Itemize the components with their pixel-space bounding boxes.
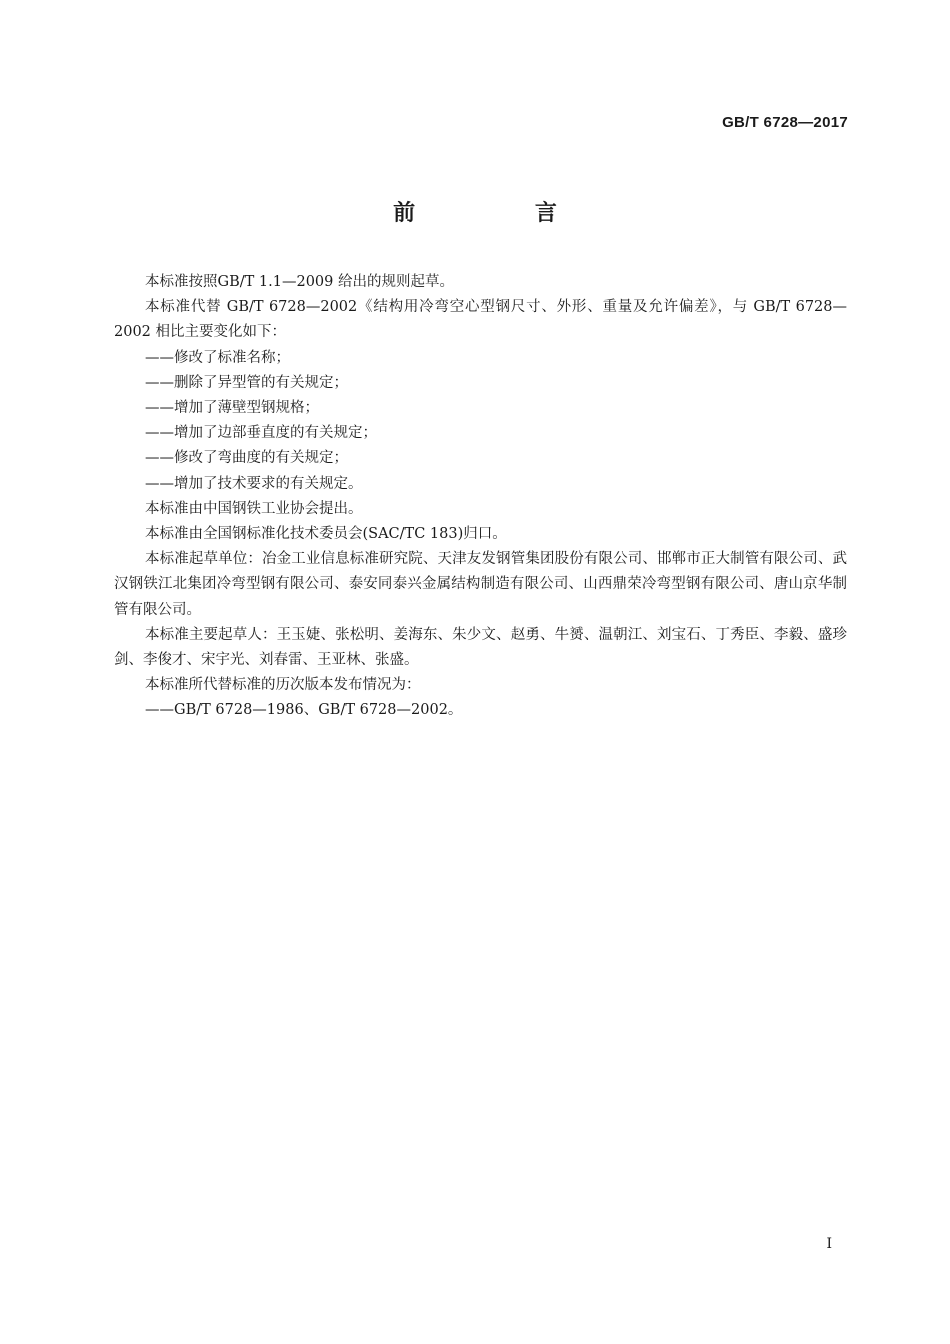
standard-code: GB/T 6728—2017 (722, 114, 848, 131)
list-item: ——增加了边部垂直度的有关规定； (145, 425, 377, 442)
paragraph-proposer: 本标准由中国钢铁工业协会提出。 (145, 500, 363, 517)
paragraph-drafters: 本标准主要起草人：王玉婕、张松明、姜海东、朱少文、赵勇、牛赟、温朝江、刘宝石、丁秀臣、李毅、盛珍剑、李俊才、宋宇光、刘春雷、王亚林、张盛。 (114, 626, 847, 669)
list-item: ——修改了标准名称； (145, 349, 290, 366)
list-item-history: ——GB/T 6728—1986、GB/T 6728—2002。 (145, 702, 463, 719)
paragraph-drafting-units: 本标准起草单位：冶金工业信息标准研究院、天津友发钢管集团股份有限公司、邯郸市正大制管有限公司、武汉钢铁江北集团冷弯型钢有限公司、泰安同泰兴金属结构制造有限公司、山西鼎荣冷弯型钢有限公司、唐山京华制管有限公司。 (114, 551, 847, 618)
list-item: ——增加了技术要求的有关规定。 (145, 475, 363, 492)
paragraph-jurisdiction: 本标准由全国钢标准化技术委员会(SAC/TC 183)归口。 (145, 526, 507, 543)
list-item: ——增加了薄壁型钢规格； (145, 400, 319, 417)
preface-content (114, 270, 847, 724)
list-item: ——删除了异型管的有关规定； (145, 374, 348, 391)
page-number: I (826, 1236, 832, 1252)
paragraph-replacement: 本标准代替 GB/T 6728—2002《结构用冷弯空心型钢尺寸、外形、重量及允许偏差》，与 GB/T 6728—2002 相比主要变化如下： (114, 299, 847, 341)
page-title: 前 言 (393, 201, 613, 226)
paragraph-history-intro: 本标准所代替标准的历次版本发布情况为： (145, 677, 421, 694)
paragraph-drafting-rules: 本标准按照GB/T 1.1—2009 给出的规则起草。 (145, 274, 454, 290)
list-item: ——修改了弯曲度的有关规定； (145, 450, 348, 467)
